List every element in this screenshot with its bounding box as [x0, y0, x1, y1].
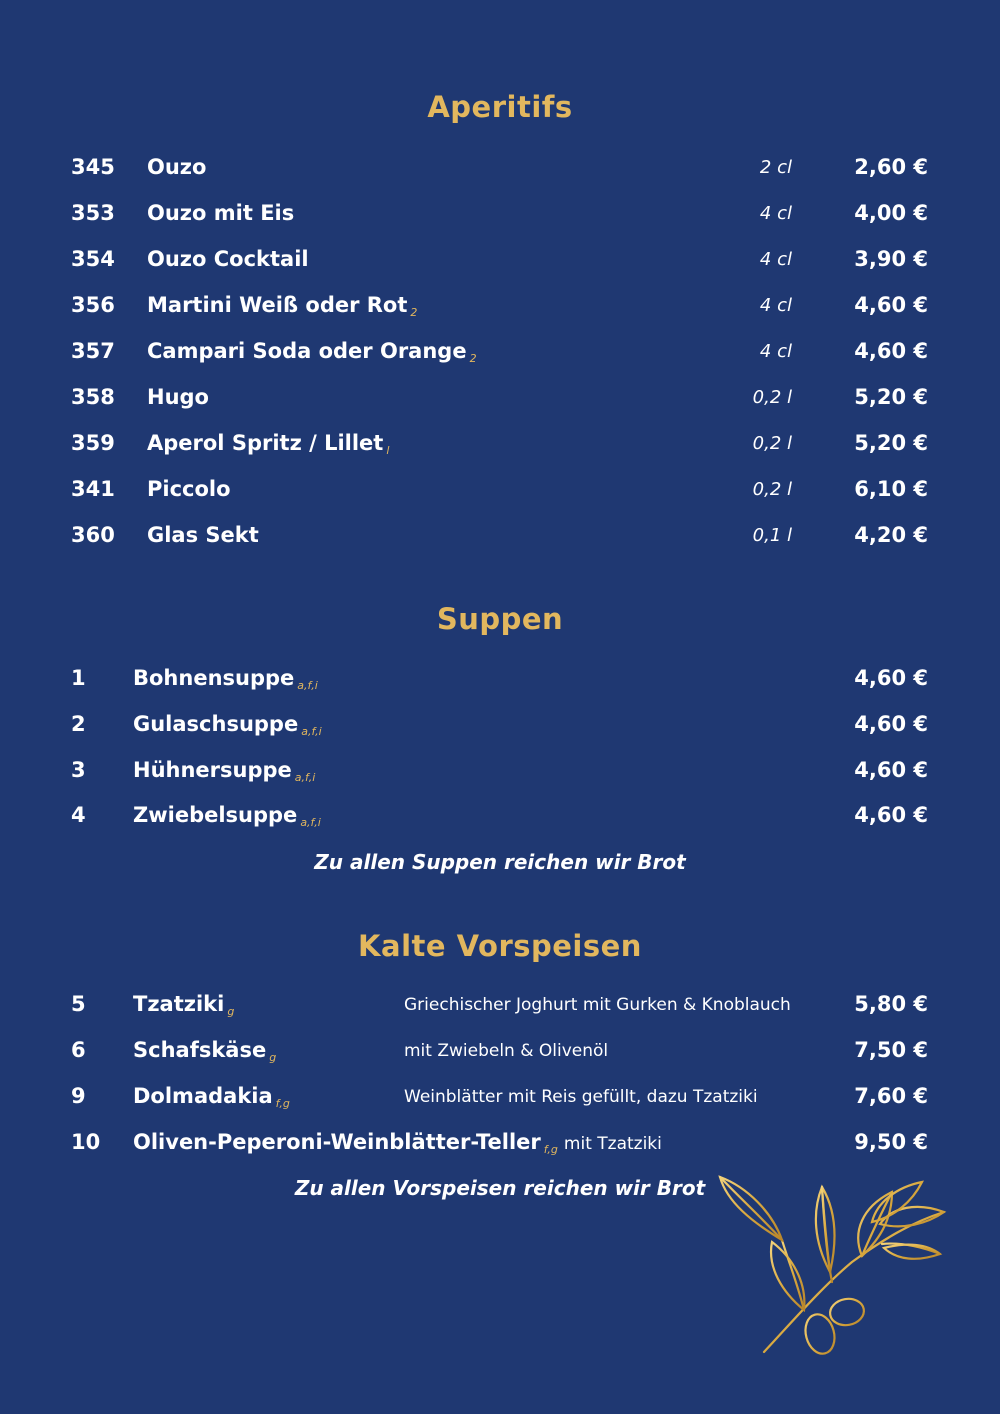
item-volume: 4 cl: [759, 249, 792, 270]
item-volume: 4 cl: [759, 295, 792, 316]
item-number: 1: [71, 666, 86, 690]
item-name: Dolmadakia f,g: [133, 1084, 290, 1110]
item-number: 9: [71, 1084, 86, 1108]
item-name: Schafskäse g: [133, 1038, 277, 1064]
allergen-note: 2: [469, 352, 477, 365]
item-name: Hühnersuppe a,f,i: [133, 758, 316, 784]
allergen-note: a,f,i: [301, 725, 322, 738]
olive-branch-icon: [712, 1162, 957, 1367]
item-price: 4,60 €: [854, 293, 928, 317]
item-number: 359: [71, 431, 115, 455]
item-price: 4,60 €: [854, 666, 928, 690]
item-price: 4,20 €: [854, 523, 928, 547]
menu-item: [0, 431, 1000, 463]
item-price: 5,20 €: [854, 431, 928, 455]
allergen-note: g: [227, 1005, 235, 1018]
item-description: Weinblätter mit Reis gefüllt, dazu Tzatziki: [404, 1087, 758, 1107]
item-name: Aperol Spritz / Lillet l: [147, 431, 390, 457]
menu-item: [0, 385, 1000, 417]
menu-item: [0, 803, 1000, 835]
item-price: 4,60 €: [854, 803, 928, 827]
allergen-note: a,f,i: [300, 816, 321, 829]
allergen-note: a,f,i: [297, 679, 318, 692]
item-description: mit Zwiebeln & Olivenöl: [404, 1041, 609, 1061]
item-volume: 0,1 l: [752, 525, 792, 546]
menu-item: [0, 1130, 1000, 1162]
item-price: 2,60 €: [854, 155, 928, 179]
item-number: 360: [71, 523, 115, 547]
item-name: Piccolo: [147, 477, 231, 501]
item-volume: 0,2 l: [752, 479, 792, 500]
menu-item: [0, 758, 1000, 790]
menu-item: [0, 201, 1000, 233]
section-title-aperitifs: Aperitifs: [427, 90, 573, 124]
item-number: 341: [71, 477, 115, 501]
item-price: 4,00 €: [854, 201, 928, 225]
item-name: Oliven-Peperoni-Weinblätter-Teller f,g mit Tzatziki: [133, 1130, 662, 1156]
item-number: 10: [71, 1130, 101, 1154]
item-name: Campari Soda oder Orange 2: [147, 339, 477, 365]
item-number: 5: [71, 992, 86, 1016]
vorspeisen-note: Zu allen Vorspeisen reichen wir Brot: [294, 1176, 706, 1200]
suppen-note: Zu allen Suppen reichen wir Brot: [314, 850, 686, 874]
item-number: 4: [71, 803, 86, 827]
menu-item: [0, 523, 1000, 555]
menu-item: [0, 293, 1000, 325]
menu-item: [0, 247, 1000, 279]
item-price: 3,90 €: [854, 247, 928, 271]
item-number: 6: [71, 1038, 86, 1062]
item-name: Zwiebelsuppe a,f,i: [133, 803, 321, 829]
item-price: 5,80 €: [854, 992, 928, 1016]
menu-item: [0, 712, 1000, 744]
item-price: 6,10 €: [854, 477, 928, 501]
menu-item: [0, 1084, 1000, 1116]
item-name: Gulaschsuppe a,f,i: [133, 712, 322, 738]
item-name: Ouzo Cocktail: [147, 247, 309, 271]
allergen-note: l: [386, 444, 390, 457]
item-number: 358: [71, 385, 115, 409]
section-title-suppen: Suppen: [436, 602, 564, 636]
menu-item: [0, 992, 1000, 1024]
item-number: 3: [71, 758, 86, 782]
item-price: 9,50 €: [854, 1130, 928, 1154]
allergen-note: f,g: [275, 1097, 290, 1110]
menu-item: [0, 1038, 1000, 1070]
allergen-note: 2: [410, 306, 418, 319]
item-name: Ouzo: [147, 155, 207, 179]
item-description: mit Tzatziki: [563, 1134, 662, 1154]
item-volume: 0,2 l: [752, 433, 792, 454]
item-number: 357: [71, 339, 115, 363]
allergen-note: f,g: [543, 1143, 558, 1156]
item-volume: 4 cl: [759, 203, 792, 224]
allergen-note: a,f,i: [294, 771, 316, 784]
item-price: 4,60 €: [854, 339, 928, 363]
item-price: 7,50 €: [854, 1038, 928, 1062]
item-number: 354: [71, 247, 115, 271]
item-name: Hugo: [147, 385, 209, 409]
item-name: Glas Sekt: [147, 523, 259, 547]
menu-item: [0, 339, 1000, 371]
item-price: 7,60 €: [854, 1084, 928, 1108]
item-number: 353: [71, 201, 115, 225]
item-description: Griechischer Joghurt mit Gurken & Knoblauch: [404, 995, 791, 1015]
menu-item: [0, 477, 1000, 509]
item-volume: 0,2 l: [752, 387, 792, 408]
item-number: 2: [71, 712, 86, 736]
menu-item: [0, 666, 1000, 698]
item-volume: 4 cl: [759, 341, 792, 362]
item-price: 4,60 €: [854, 758, 928, 782]
allergen-note: g: [269, 1051, 277, 1064]
item-name: Ouzo mit Eis: [147, 201, 295, 225]
item-name: Tzatziki g: [133, 992, 235, 1018]
item-price: 4,60 €: [854, 712, 928, 736]
item-volume: 2 cl: [759, 157, 792, 178]
item-price: 5,20 €: [854, 385, 928, 409]
item-number: 356: [71, 293, 115, 317]
item-name: Bohnensuppe a,f,i: [133, 666, 318, 692]
section-title-kalte-vorspeisen: Kalte Vorspeisen: [358, 929, 642, 963]
menu-item: [0, 155, 1000, 187]
item-name: Martini Weiß oder Rot 2: [147, 293, 418, 319]
item-number: 345: [71, 155, 115, 179]
